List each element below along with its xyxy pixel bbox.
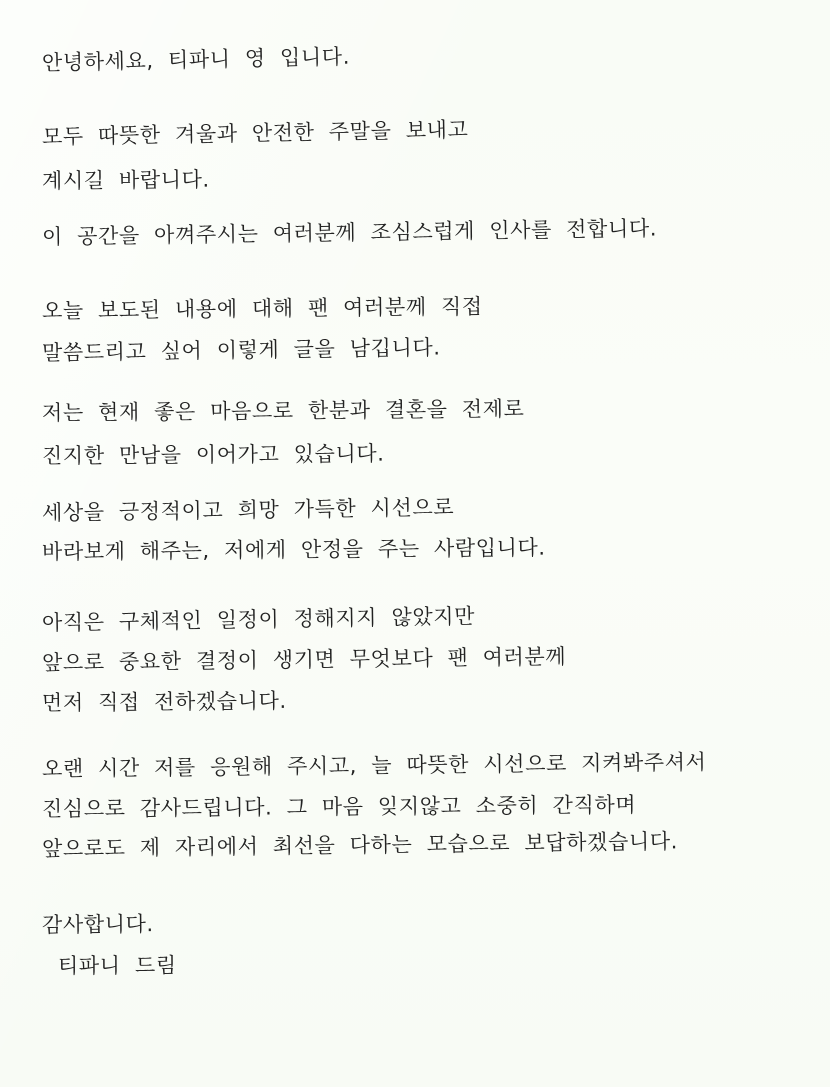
letter-line-greeting: 안녕하세요, 티파니 영 입니다.: [41, 44, 351, 75]
letter-line: 바라보게 해주는, 저에게 안정을 주는 사람입니다.: [41, 535, 546, 564]
letter-line: 진심으로 감사드립니다. 그 마음 잊지않고 소중히 간직하며: [41, 792, 637, 821]
letter-line: 계시길 바랍니다.: [41, 167, 210, 193]
letter-line: 세상을 긍정적이고 희망 가득한 시선으로: [41, 495, 455, 525]
letter-line: 오늘 보도된 내용에 대해 팬 여러분께 직접: [41, 294, 483, 323]
letter-line: 아직은 구체적인 일정이 정해지지 않았지만: [41, 604, 476, 635]
letter-line: 오랜 시간 저를 응원해 주시고, 늘 따뜻한 시선으로 지켜봐주셔서: [41, 750, 707, 781]
letter-line: 저는 현재 좋은 마음으로 한분과 결혼을 전제로: [41, 396, 525, 425]
letter-line: 먼저 직접 전하겠습니다.: [41, 688, 287, 715]
letter-line: 앞으로도 제 자리에서 최선을 다하는 모습으로 보답하겠습니다.: [41, 829, 679, 861]
letter-line: 말씀드리고 싶어 이렇게 글을 남깁니다.: [41, 335, 441, 365]
letter-line-signature: 티파니 드림: [57, 953, 177, 978]
letter-line: 앞으로 중요한 결정이 생기면 무엇보다 팬 여러분께: [41, 644, 567, 675]
letter-line: 모두 따뜻한 겨울과 안전한 주말을 보내고: [41, 117, 469, 149]
letter-line: 진지한 만남을 이어가고 있습니다.: [41, 441, 385, 468]
letter-line-thanks: 감사합니다.: [41, 912, 154, 937]
letter-line: 이 공간을 아껴주시는 여러분께 조심스럽게 인사를 전합니다.: [41, 216, 658, 249]
